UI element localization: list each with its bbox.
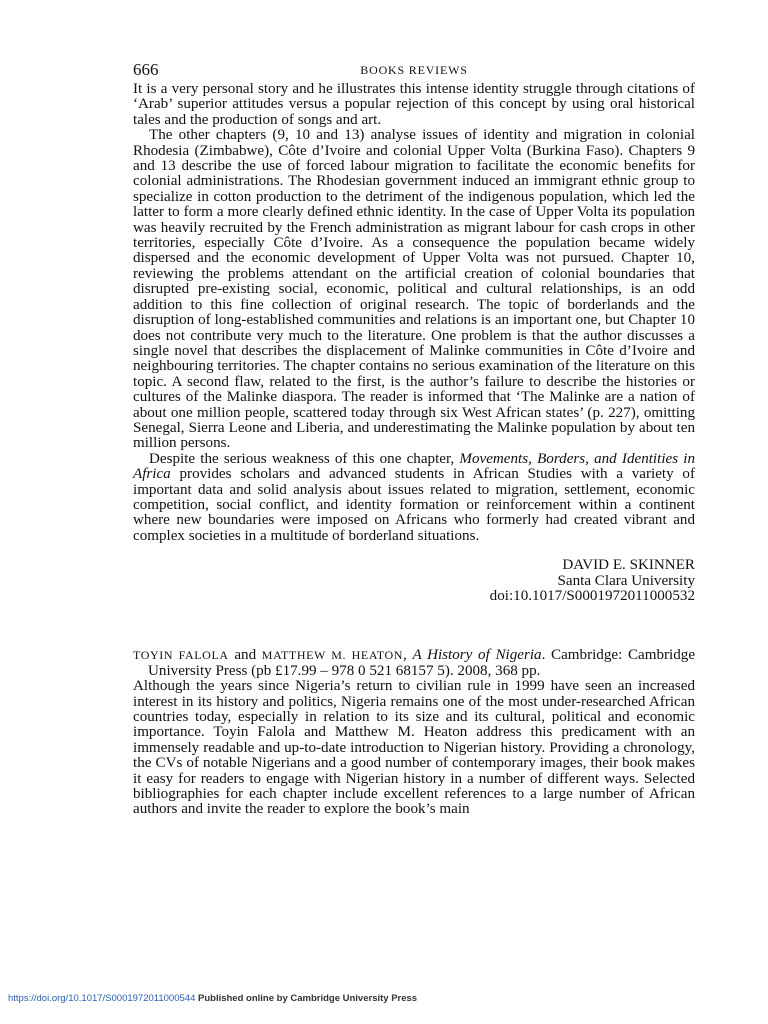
published-online-note: Published online by Cambridge University Press (195, 993, 418, 1004)
author-name: TOYIN FALOLA (133, 648, 229, 663)
paragraph: Although the years since Nigeria’s return to civilian rule in 1999 have seen an increased interest in its history and politics, Nigeria remains one of the most under-researched African countries today, especially in relation to its size and its cultural, political and economic importance. Toyin Falola and Matthew M. Heaton address this predicament with an immensely readable and up-to-date introduction to Nigerian history. Providing a chronology, the CVs of notable Nigerians and a good number of contemporary images, their book makes it easy for readers to engage with Nigerian history in a number of different ways. Selected bibliographies for each chapter include excellent references to a large number of African authors and invite the reader to explore the book’s main (133, 678, 695, 818)
paragraph: It is a very personal story and he illustrates this intense identity struggle through citations of ‘Arab’ superior attitudes versus a popular rejection of this concept by using oral historical tales and the production of songs and art. (133, 81, 695, 128)
text-run: Despite the serious weakness of this one chapter, (149, 450, 460, 467)
running-title: BOOKS REVIEWS (360, 63, 468, 77)
page-number: 666 (133, 60, 159, 79)
reviewer-name: DAVID E. SKINNER (562, 557, 695, 574)
author-name: MATTHEW M. HEATON (261, 648, 404, 663)
paragraph: The other chapters (9, 10 and 13) analyse issues of identity and migration in colonial Rhodesia (Zimbabwe), Côte d’Ivoire and colonial Upper Volta (Burkina Faso). Chapters 9 and 13 describe the use of forced labour migration to facilitate the economic benefits for colonial administrations. The Rhodesian government induced an immigrant ethnic group to specialize in cotton production to the detriment of the indigenous population, which led the latter to form a more clearly defined ethnic identity. In the case of Upper Volta its population was heavily recruited by the French administration as migrant labour for cash crops in other territories, especially Côte d’Ivoire. As a consequence the population became widely dispersed and the economic development of Upper Volta was not pursued. Chapter 10, reviewing the problems attendant on the artificial creation of colonial boundaries that disrupted pre-existing social, economic, political and cultural relationships, is an odd addition to this fine collection of original research. The topic of borderlands and the disruption of long-established communities and relations is an important one, but Chapter 10 does not contribute very much to the literature. One problem is that the author discusses a single novel that describes the displacement of Malinke communities in Côte d’Ivoire and neighbouring territories. The chapter contains no serious examination of the literature on this topic. A second flaw, related to the first, is the author’s failure to describe the histories or cultures of the Malinke diaspora. The reader is informed that ‘The Malinke are a nation of about one million people, scattered today through six West African states’ (p. 227), omitting Senegal, Sierra Leone and Liberia, and underestimating the Malinke population by about ten million persons. (133, 127, 695, 452)
text-run: and (228, 647, 262, 664)
review-2 (133, 648, 695, 817)
review-1 (133, 82, 695, 544)
text-run: , (403, 647, 413, 664)
doi-link[interactable]: https://doi.org/10.1017/S0001972011000544 (8, 993, 196, 1004)
book-title-italic: A History of Nigeria (412, 647, 542, 664)
paragraph (133, 452, 695, 544)
book-citation (133, 648, 695, 679)
text-run: provides scholars and advanced students in African Studies with a variety of important data and solid analysis about issues related to migration, settlement, economic competition, social conflict, and identity formation or reinforcement within a continent where new boundaries were imposed on Africans who formerly had created vibrant and complex societies in a multitude of borderland situations. (133, 466, 695, 544)
reviewer-affiliation: Santa Clara University (557, 572, 695, 589)
page (133, 60, 695, 818)
page-header (133, 60, 695, 82)
book-title-italic: Movements, Borders, and Identities in Africa (133, 450, 696, 483)
review-doi: doi:10.1017/S0001972011000532 (489, 588, 695, 604)
publication-info: . Cambridge: Cambridge University Press (pb £17.99 – 978 0 521 68157 5). 2008, 368 pp. (148, 647, 696, 679)
page-footer (8, 993, 417, 1004)
reviewer-signature (133, 558, 695, 604)
